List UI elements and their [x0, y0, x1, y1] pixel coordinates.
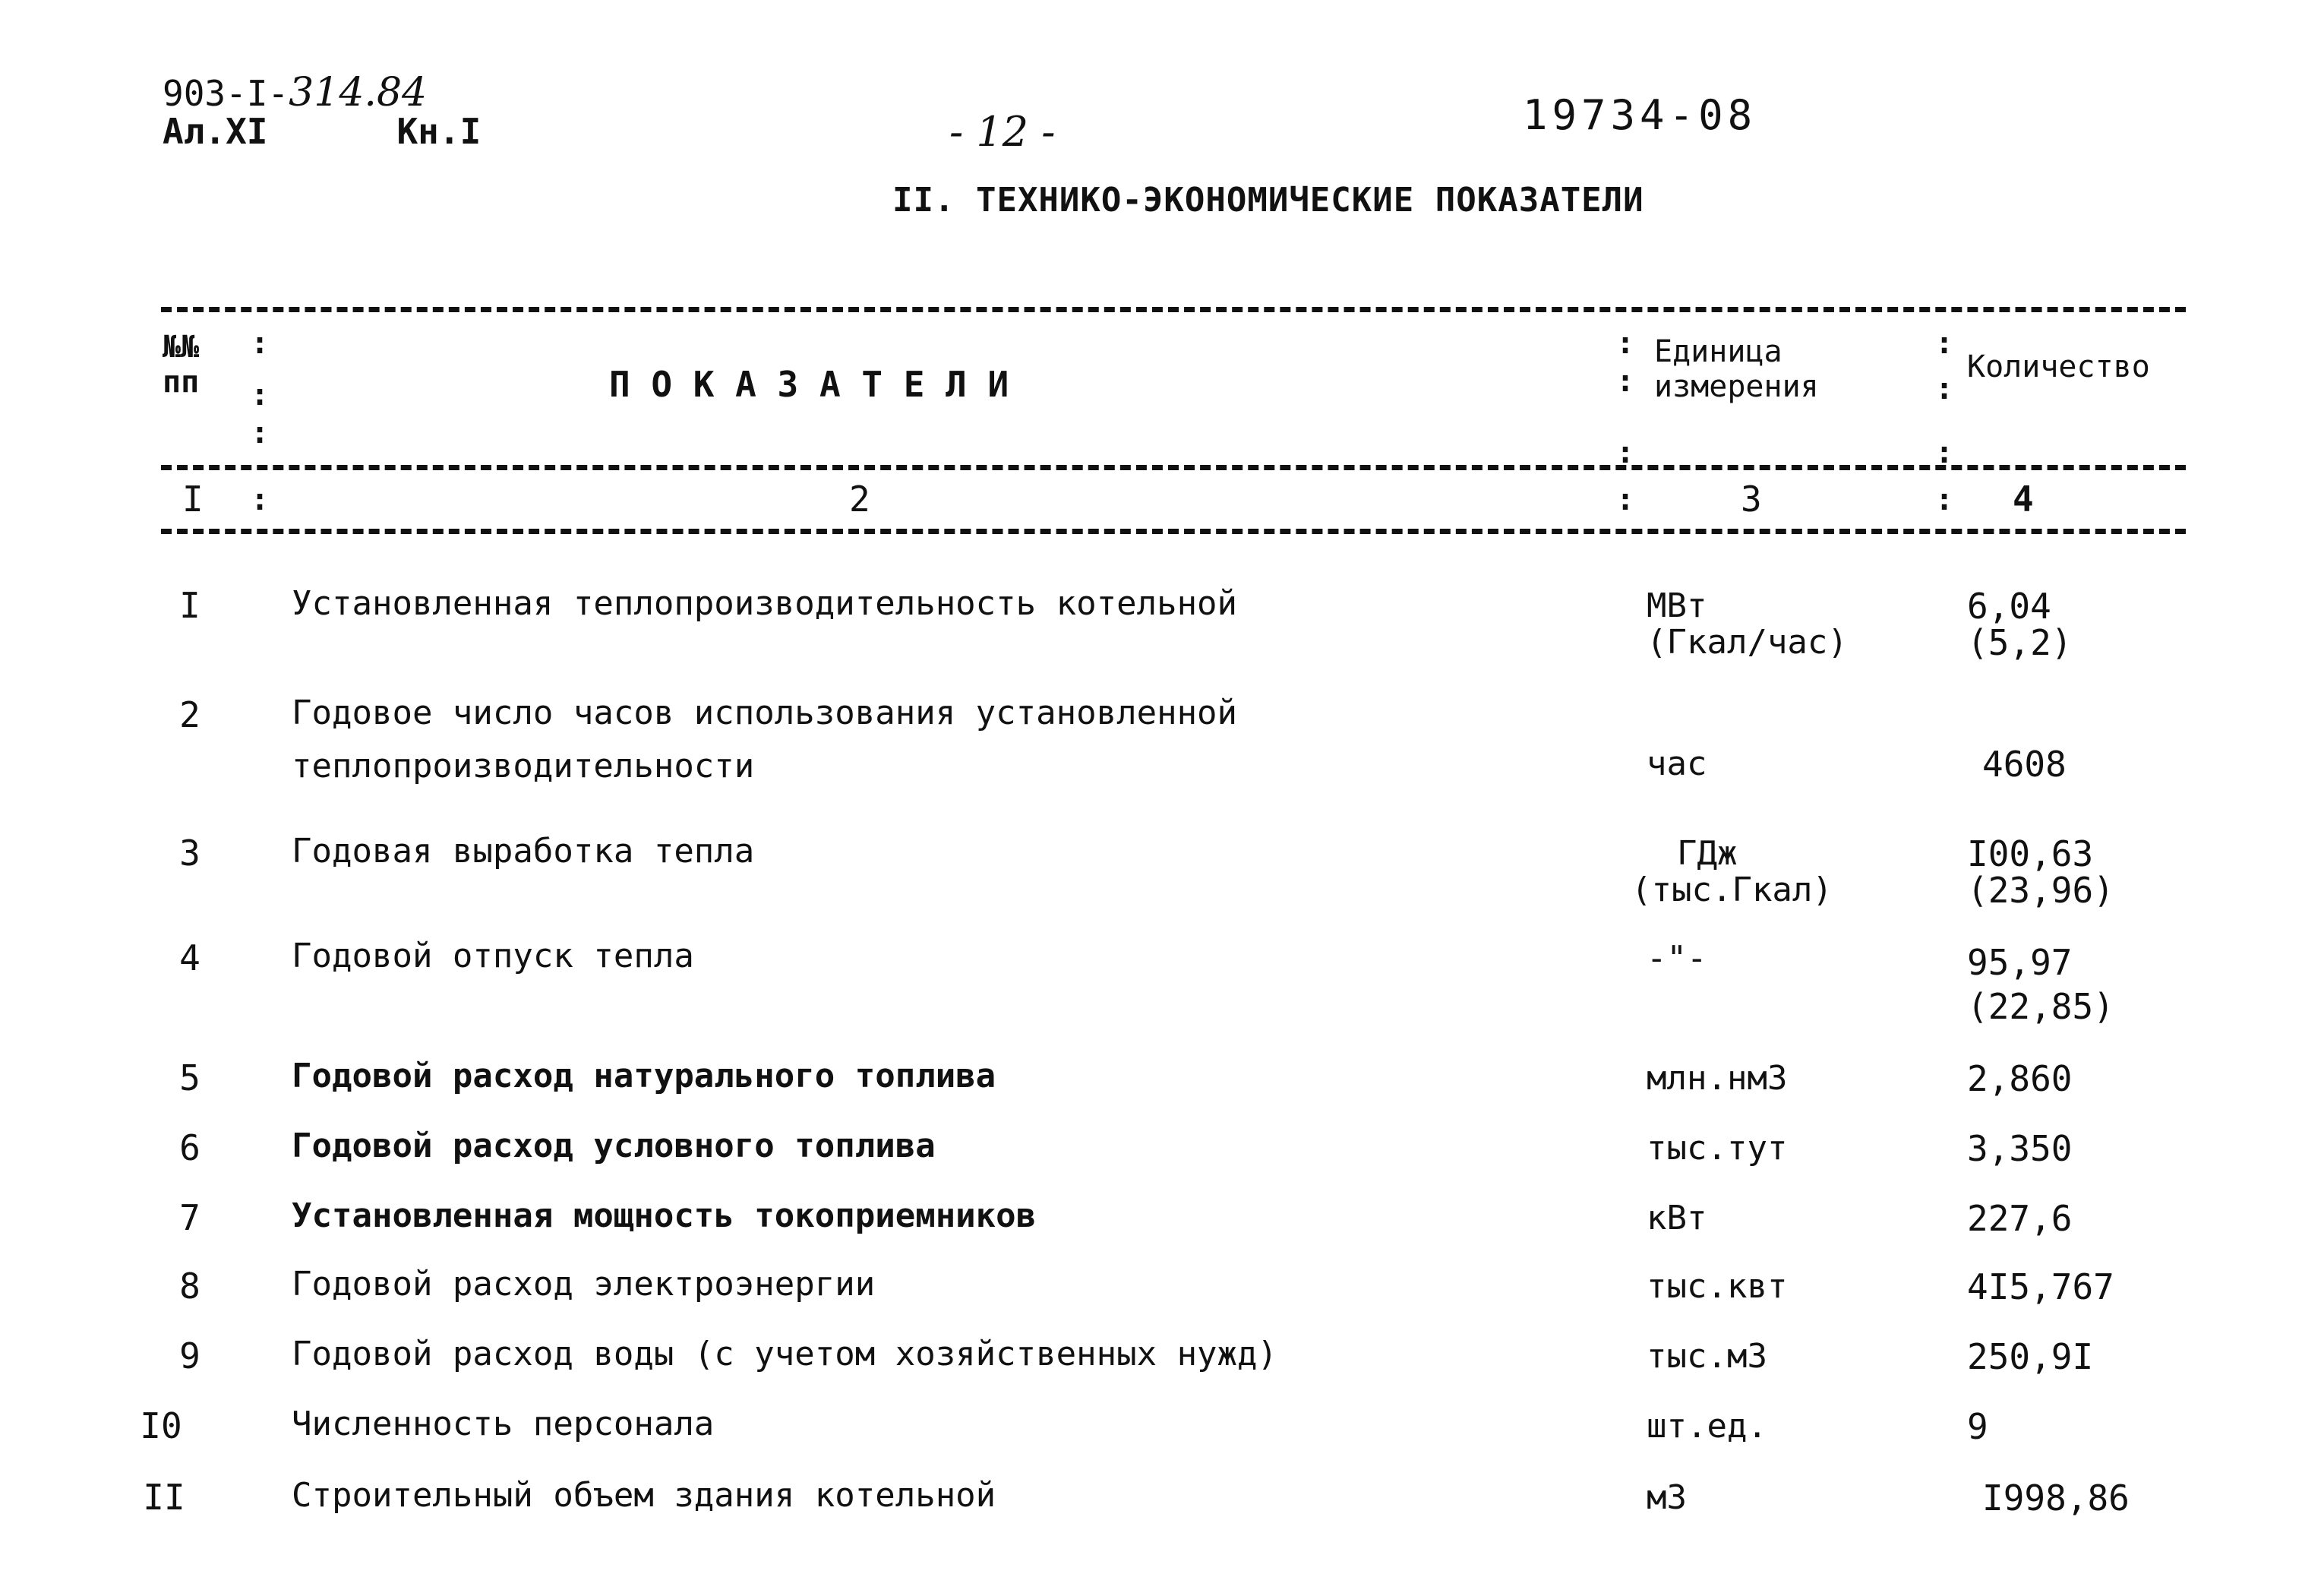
colon-sep: :	[1935, 371, 1954, 406]
row-number: I0	[140, 1405, 182, 1446]
row-unit: м3	[1647, 1478, 1687, 1517]
row-unit: ГДж (тыс.Гкал)	[1631, 834, 1833, 909]
row-value: 95,97 (22,85)	[1967, 942, 2114, 1027]
section-title: II. ТЕХНИКО-ЭКОНОМИЧЕСКИЕ ПОКАЗАТЕЛИ	[892, 181, 1644, 220]
table-row	[0, 584, 2324, 663]
table-row	[0, 1477, 2324, 1522]
row-unit: тыс.м3	[1647, 1337, 1767, 1376]
column-number-1: I	[182, 479, 204, 520]
row-unit: млн.нм3	[1647, 1059, 1788, 1098]
row-indicator: Годовой расход условного топлива	[292, 1127, 936, 1165]
row-unit: МВт (Гкал/час)	[1647, 586, 1848, 662]
album-book	[163, 111, 481, 152]
table-row	[0, 694, 2324, 785]
header-num: №№ пп	[163, 330, 200, 400]
page-number: - 12 -	[949, 108, 1056, 156]
row-indicator: Установленная теплопроизводительность котельной	[292, 584, 1238, 623]
header-unit: Единица измерения	[1654, 334, 1819, 404]
table-row	[0, 1405, 2324, 1451]
colon-sep: :	[1616, 326, 1635, 361]
colon-sep: :	[251, 378, 270, 412]
row-number: 3	[179, 833, 201, 874]
row-indicator: Строительный объем здания котельной	[292, 1476, 996, 1515]
table-row	[0, 832, 2324, 911]
row-value: 4I5,767	[1967, 1266, 2114, 1307]
row-number: II	[143, 1477, 185, 1518]
series-printed: 903-I-	[163, 73, 289, 114]
colon-sep: :	[1616, 435, 1635, 470]
row-value: 9	[1967, 1406, 1988, 1447]
series-handwritten: 314.84	[289, 70, 428, 115]
table-row	[0, 1266, 2324, 1311]
row-value: 4608	[1982, 744, 2067, 785]
row-value: 250,9I	[1967, 1336, 2094, 1377]
colon-sep: :	[251, 482, 270, 517]
series-code	[163, 70, 427, 115]
header-quantity: Количество	[1967, 349, 2150, 384]
column-number-4: 4	[2013, 479, 2034, 520]
colon-sep: :	[1935, 482, 1954, 517]
row-indicator: Годовой отпуск тепла	[292, 937, 694, 975]
table-row	[0, 1127, 2324, 1173]
row-value: I998,86	[1982, 1477, 2130, 1519]
dashed-rule-bottom	[161, 529, 2186, 534]
row-number: I	[179, 585, 201, 626]
row-value: 227,6	[1967, 1198, 2073, 1239]
table-row	[0, 1197, 2324, 1243]
row-unit: -"-	[1647, 939, 1707, 978]
row-unit: час	[1647, 744, 1707, 783]
row-indicator: Установленная мощность токоприемников	[292, 1196, 1037, 1235]
row-indicator: Годовая выработка тепла	[292, 832, 755, 871]
album-label: Ал.XI	[163, 111, 268, 152]
row-number: 7	[179, 1197, 201, 1238]
dashed-rule-top	[161, 307, 2186, 312]
table-row	[0, 1335, 2324, 1381]
row-indicator: Численность персонала	[292, 1405, 715, 1443]
row-number: 8	[179, 1266, 201, 1307]
table-row	[0, 1057, 2324, 1103]
row-unit: тыс.тут	[1647, 1129, 1788, 1168]
header-indicator: П О К А З А Т Е Л И	[609, 364, 1009, 405]
table-row	[0, 937, 2324, 1027]
row-number: 5	[179, 1057, 201, 1098]
book-label: Кн.I	[396, 111, 482, 152]
row-unit: шт.ед.	[1647, 1407, 1767, 1446]
row-indicator: Годовое число часов использования установленной теплопроизводительности	[292, 694, 1238, 785]
row-number: 2	[179, 694, 201, 735]
colon-sep: :	[1616, 482, 1635, 517]
row-value: I00,63 (23,96)	[1967, 833, 2114, 911]
row-value: 3,350	[1967, 1128, 2073, 1169]
colon-sep: :	[1935, 435, 1954, 470]
colon-sep: :	[251, 416, 270, 450]
row-unit: кВт	[1647, 1199, 1707, 1237]
row-unit: тыс.квт	[1647, 1267, 1788, 1306]
row-value: 6,04 (5,2)	[1967, 586, 2073, 663]
column-number-3: 3	[1741, 479, 1762, 520]
row-indicator: Годовой расход воды (с учетом хозяйственных нужд)	[292, 1335, 1278, 1373]
row-indicator: Годовой расход натурального топлива	[292, 1057, 996, 1095]
row-number: 4	[179, 937, 201, 978]
column-number-2: 2	[849, 479, 870, 520]
row-indicator: Годовой расход электроэнергии	[292, 1265, 876, 1304]
document-number: 19734-08	[1523, 91, 1757, 139]
colon-sep: :	[1935, 326, 1954, 361]
colon-sep: :	[1616, 364, 1635, 399]
dashed-rule-middle	[161, 465, 2186, 470]
row-value: 2,860	[1967, 1058, 2073, 1099]
colon-sep: :	[251, 326, 270, 361]
row-number: 9	[179, 1335, 201, 1376]
row-number: 6	[179, 1127, 201, 1168]
